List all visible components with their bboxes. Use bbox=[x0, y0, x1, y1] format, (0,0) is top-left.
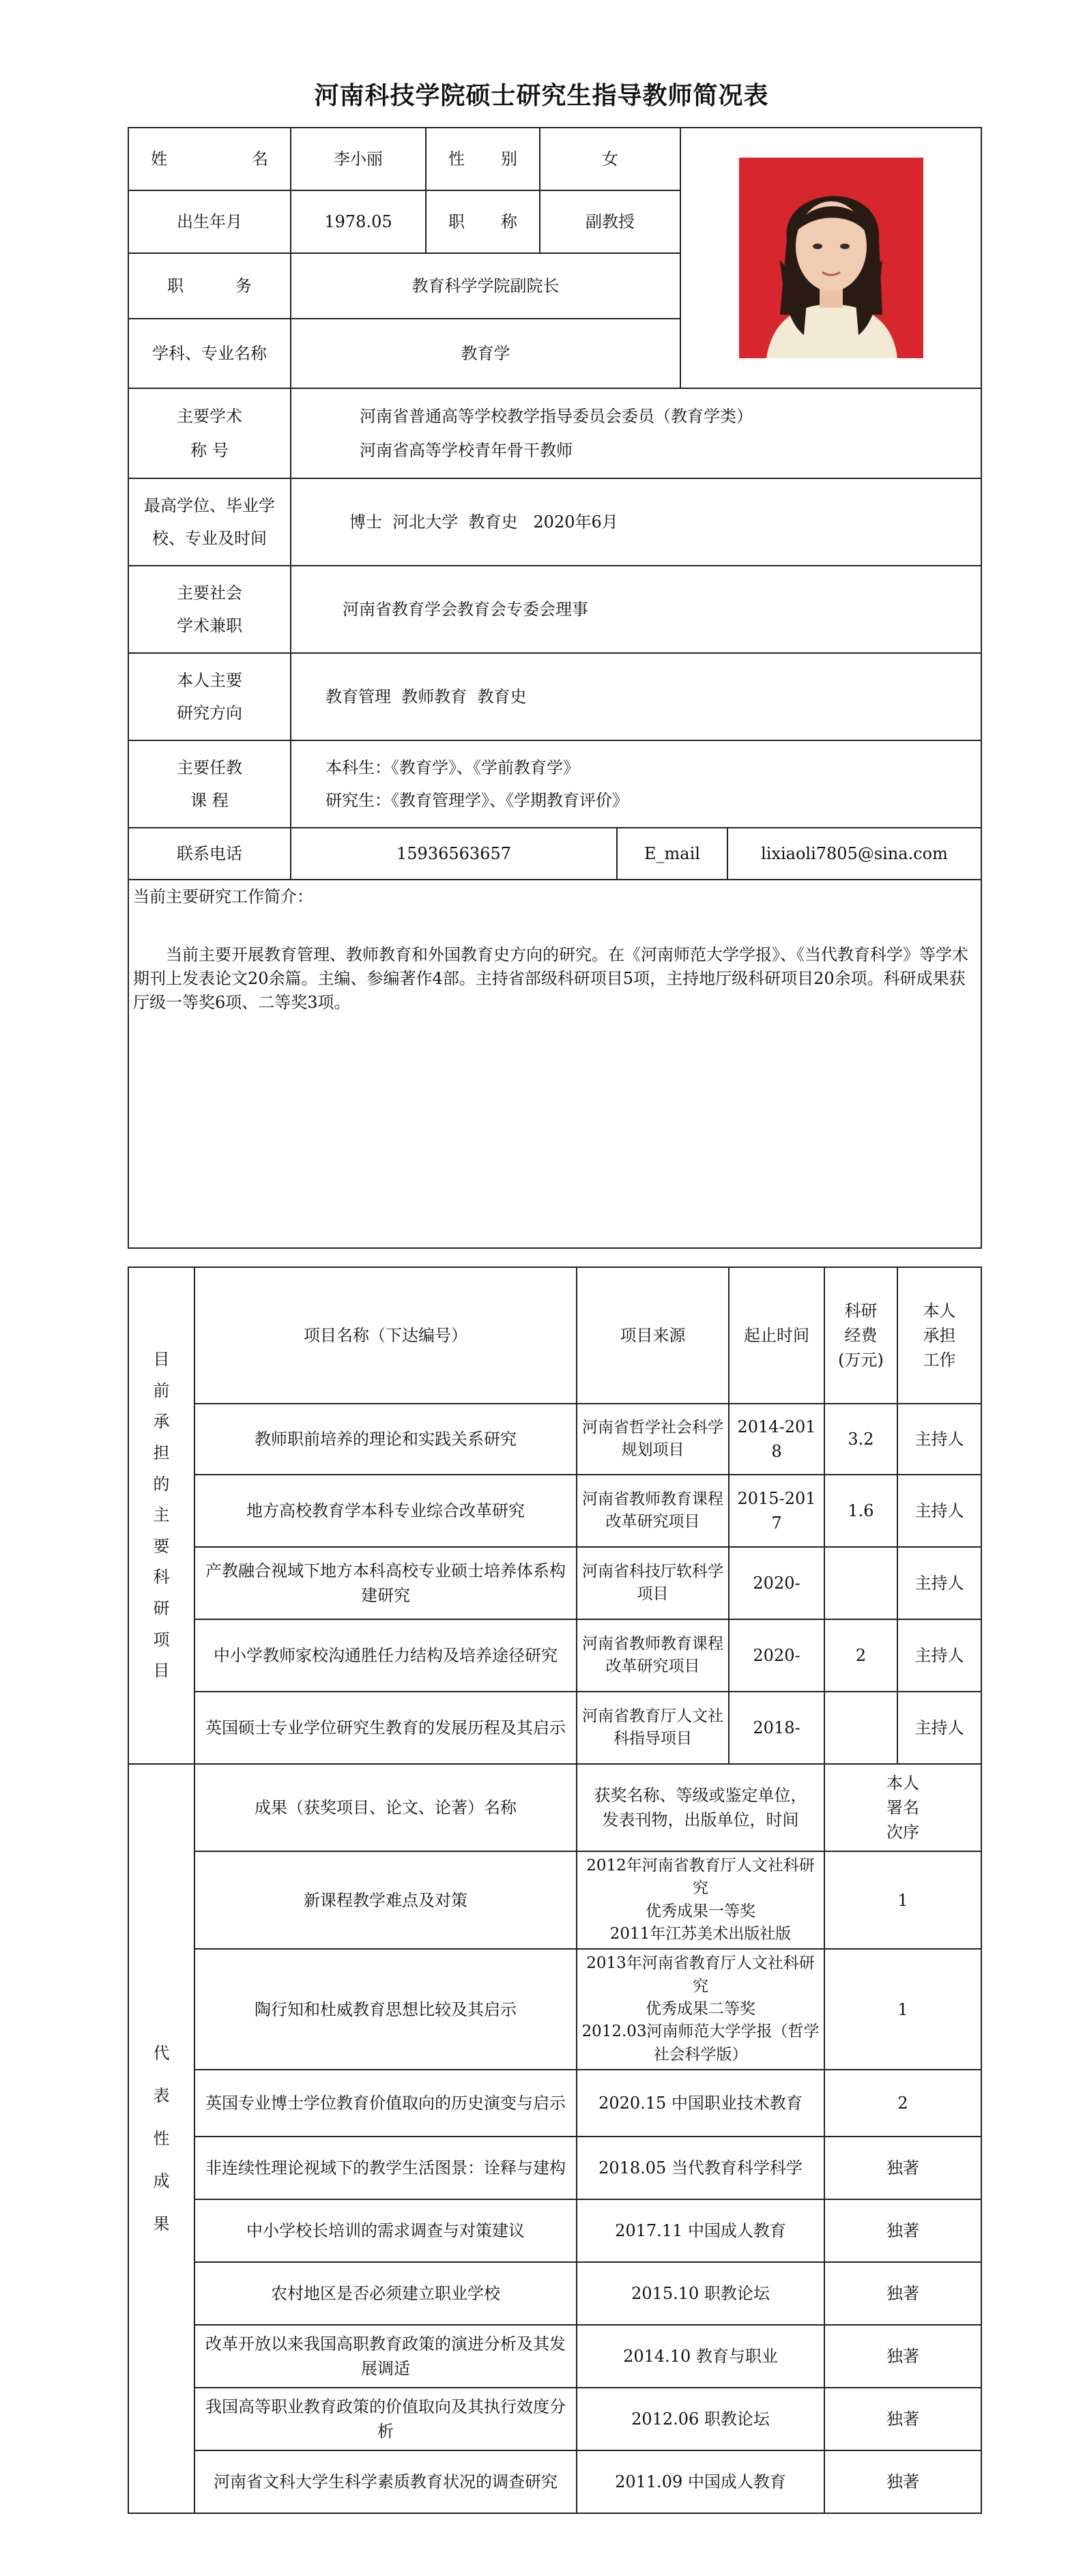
project-name: 教师职前培养的理论和实践关系研究 bbox=[194, 1404, 577, 1475]
research-intro-cell bbox=[128, 880, 981, 1248]
portrait-illustration bbox=[739, 158, 923, 358]
achievement-name: 新课程教学难点及对策 bbox=[194, 1851, 577, 1949]
project-funding bbox=[824, 1692, 897, 1764]
research-value: 教育管理 教师教育 教育史 bbox=[291, 653, 981, 740]
achievement-order: 1 bbox=[824, 1851, 981, 1949]
major-label: 学科、专业名称 bbox=[128, 319, 291, 388]
achievement-detail: 2020.15 中国职业技术教育 bbox=[577, 2070, 824, 2137]
project-role: 主持人 bbox=[897, 1547, 981, 1619]
gender-label: 性 别 bbox=[426, 128, 540, 190]
duty-value: 教育科学学院副院长 bbox=[291, 253, 680, 319]
duty-label: 职 务 bbox=[128, 253, 291, 319]
achievement-detail: 2018.05 当代教育科学科学 bbox=[577, 2137, 824, 2199]
achievement-detail: 2015.10 职教论坛 bbox=[577, 2262, 824, 2325]
name-label: 姓 名 bbox=[128, 128, 291, 190]
achievements-section-label: 代 表 性 成 果 bbox=[128, 1764, 194, 2513]
name-value: 李小丽 bbox=[291, 128, 426, 190]
project-row bbox=[128, 1692, 981, 1764]
gender-value: 女 bbox=[540, 128, 680, 190]
degree-value: 博士 河北大学 教育史 2020年6月 bbox=[291, 478, 981, 566]
project-funding bbox=[824, 1547, 897, 1619]
achievement-name-header: 成果（获奖项目、论文、论著）名称 bbox=[194, 1764, 577, 1851]
project-period: 2014-2018 bbox=[729, 1404, 824, 1475]
email-label: E_mail bbox=[617, 828, 727, 880]
achievement-name: 我国高等职业教育政策的价值取向及其执行效度分析 bbox=[194, 2388, 577, 2450]
achievement-detail-header: 获奖名称、等级或鉴定单位， 发表刊物，出版单位，时间 bbox=[577, 1764, 824, 1851]
photo-cell bbox=[680, 128, 981, 388]
projects-achievements-table bbox=[128, 1267, 982, 2514]
achievement-detail: 2012年河南省教育厅人文社科研究 优秀成果一等奖 2011年江苏美术出版社版 bbox=[577, 1851, 824, 1949]
achievement-order: 独著 bbox=[824, 2388, 981, 2450]
achievement-order: 独著 bbox=[824, 2262, 981, 2325]
achievement-detail: 2013年河南省教育厅人文社科研究 优秀成果二等奖 2012.03河南师范大学学报（哲学社会科学版） bbox=[577, 1949, 824, 2070]
major-value: 教育学 bbox=[291, 319, 680, 388]
project-period-header: 起止时间 bbox=[729, 1267, 824, 1404]
portrait-photo bbox=[739, 158, 923, 358]
achievement-order: 独著 bbox=[824, 2450, 981, 2513]
degree-label: 最高学位、毕业学 校、专业及时间 bbox=[128, 478, 291, 566]
project-role: 主持人 bbox=[897, 1619, 981, 1692]
achievement-row bbox=[128, 1949, 981, 2070]
achievement-order: 独著 bbox=[824, 2199, 981, 2262]
project-source: 河南省教师教育课程改革研究项目 bbox=[577, 1619, 729, 1692]
project-row bbox=[128, 1547, 981, 1619]
project-source: 河南省教育厅人文社科指导项目 bbox=[577, 1692, 729, 1764]
project-funding: 1.6 bbox=[824, 1475, 897, 1547]
achievement-order: 2 bbox=[824, 2070, 981, 2137]
birth-label: 出生年月 bbox=[128, 190, 291, 253]
achievement-name: 改革开放以来我国高职教育政策的演进分析及其发展调适 bbox=[194, 2325, 577, 2388]
achievement-row bbox=[128, 2262, 981, 2325]
rank-value: 副教授 bbox=[540, 190, 680, 253]
achievement-row bbox=[128, 2070, 981, 2137]
achievement-detail: 2012.06 职教论坛 bbox=[577, 2388, 824, 2450]
achievement-name: 农村地区是否必须建立职业学校 bbox=[194, 2262, 577, 2325]
rank-label: 职 称 bbox=[426, 190, 540, 253]
birth-value: 1978.05 bbox=[291, 190, 426, 253]
research-intro-text: 当前主要开展教育管理、教师教育和外国教育史方向的研究。在《河南师范大学学报》、《当代教育科学》等学术期刊上发表论文20余篇。主编、参编著作4部。主持省部级科研项目5项，主持地厅级科研项目20余项。科研成果获厅级一等奖6项、二等奖3项。 bbox=[133, 945, 968, 1012]
project-source: 河南省教师教育课程改革研究项目 bbox=[577, 1475, 729, 1547]
project-row bbox=[128, 1404, 981, 1475]
projects-section-label: 目 前 承 担 的 主 要 科 研 项 目 bbox=[128, 1267, 194, 1764]
achievement-row bbox=[128, 2325, 981, 2388]
achievement-order: 独著 bbox=[824, 2137, 981, 2199]
research-intro-title: 当前主要研究工作简介： bbox=[133, 887, 313, 906]
achievement-name: 陶行知和杜威教育思想比较及其启示 bbox=[194, 1949, 577, 2070]
social-value: 河南省教育学会教育会专委会理事 bbox=[291, 566, 981, 653]
phone-label: 联系电话 bbox=[128, 828, 291, 880]
social-label: 主要社会 学术兼职 bbox=[128, 566, 291, 653]
project-funding-header: 科研 经费 (万元) bbox=[824, 1267, 897, 1404]
email-value: lixiaoli7805@sina.com bbox=[727, 828, 981, 880]
project-role: 主持人 bbox=[897, 1475, 981, 1547]
profile-table bbox=[128, 127, 982, 1249]
project-role: 主持人 bbox=[897, 1404, 981, 1475]
project-name: 中小学教师家校沟通胜任力结构及培养途径研究 bbox=[194, 1619, 577, 1692]
achievement-name: 非连续性理论视域下的教学生活图景：诠释与建构 bbox=[194, 2137, 577, 2199]
achievement-row bbox=[128, 2137, 981, 2199]
project-name: 地方高校教育学本科专业综合改革研究 bbox=[194, 1475, 577, 1547]
achievement-row bbox=[128, 2450, 981, 2513]
project-role-header: 本人 承担 工作 bbox=[897, 1267, 981, 1404]
project-name: 英国硕士专业学位研究生教育的发展历程及其启示 bbox=[194, 1692, 577, 1764]
project-funding: 2 bbox=[824, 1619, 897, 1692]
project-period: 2018- bbox=[729, 1692, 824, 1764]
project-role: 主持人 bbox=[897, 1692, 981, 1764]
achievement-name: 英国专业博士学位教育价值取向的历史演变与启示 bbox=[194, 2070, 577, 2137]
achievement-row bbox=[128, 2388, 981, 2450]
project-period: 2015-2017 bbox=[729, 1475, 824, 1547]
academic-titles-label: 主要学术 称 号 bbox=[128, 388, 291, 478]
courses-label: 主要任教 课 程 bbox=[128, 740, 291, 828]
project-row bbox=[128, 1475, 981, 1547]
achievement-name: 中小学校长培训的需求调查与对策建议 bbox=[194, 2199, 577, 2262]
project-source: 河南省科技厅软科学项目 bbox=[577, 1547, 729, 1619]
courses-value: 本科生：《教育学》、《学前教育学》 研究生：《教育管理学》、《学期教育评价》 bbox=[291, 740, 981, 828]
achievement-detail: 2017.11 中国成人教育 bbox=[577, 2199, 824, 2262]
project-source: 河南省哲学社会科学规划项目 bbox=[577, 1404, 729, 1475]
achievement-name: 河南省文科大学生科学素质教育状况的调查研究 bbox=[194, 2450, 577, 2513]
achievement-order: 1 bbox=[824, 1949, 981, 2070]
page-title: 河南科技学院硕士研究生指导教师简况表 bbox=[314, 82, 769, 110]
achievement-detail: 2011.09 中国成人教育 bbox=[577, 2450, 824, 2513]
achievement-order: 独著 bbox=[824, 2325, 981, 2388]
achievement-row bbox=[128, 2199, 981, 2262]
academic-titles-value: 河南省普通高等学校教学指导委员会委员（教育学类） 河南省高等学校青年骨干教师 bbox=[291, 388, 981, 478]
achievement-detail: 2014.10 教育与职业 bbox=[577, 2325, 824, 2388]
project-funding: 3.2 bbox=[824, 1404, 897, 1475]
phone-value: 15936563657 bbox=[291, 828, 617, 880]
research-label: 本人主要 研究方向 bbox=[128, 653, 291, 740]
achievement-row bbox=[128, 1851, 981, 1949]
project-period: 2020- bbox=[729, 1547, 824, 1619]
project-name-header: 项目名称（下达编号） bbox=[194, 1267, 577, 1404]
project-row bbox=[128, 1619, 981, 1692]
achievement-order-header: 本人 署名 次序 bbox=[824, 1764, 981, 1851]
project-source-header: 项目来源 bbox=[577, 1267, 729, 1404]
project-name: 产教融合视域下地方本科高校专业硕士培养体系构建研究 bbox=[194, 1547, 577, 1619]
project-period: 2020- bbox=[729, 1619, 824, 1692]
